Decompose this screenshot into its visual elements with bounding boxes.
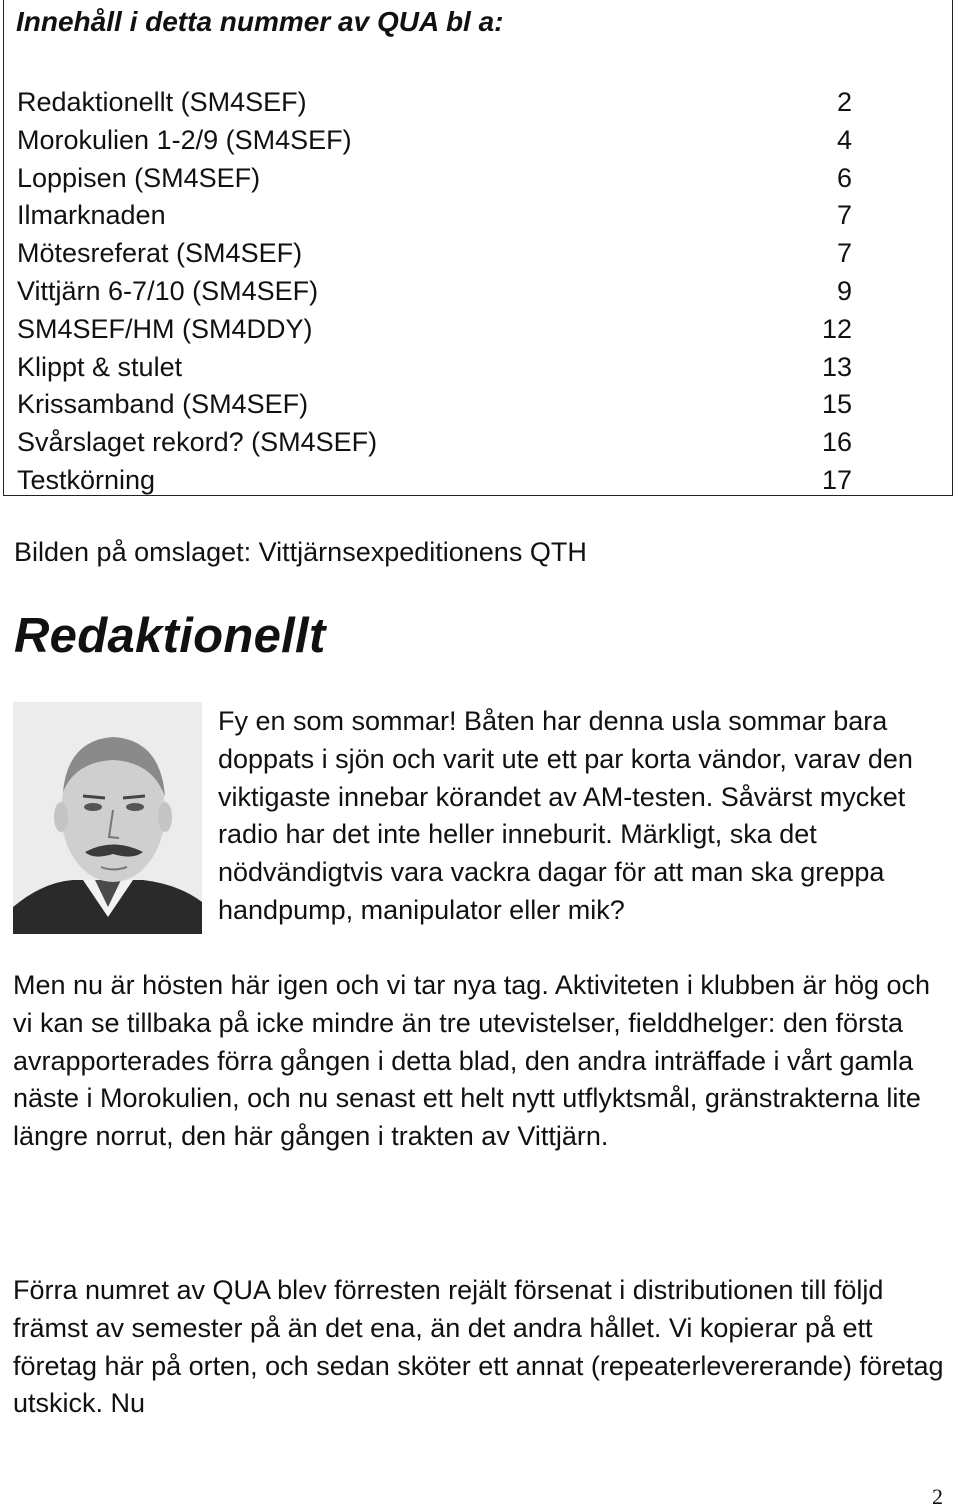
article-paragraph: Men nu är hösten här igen och vi tar nya tag. Aktiviteten i klubben är hög och vi kan se tillbaka på icke mindre än tre utevistelser, fielddhelger: den första avrapporterades förra gången i detta blad, den andra inträffade i vårt gamla näste i Morokulien, och nu senast ett helt nytt utflyktsmål, gränstrakterna lite längre norrut, den här gången i trakten av Vittjärn.: [13, 970, 931, 1152]
toc-title: Morokulien 1-2/9 (SM4SEF): [17, 124, 352, 155]
toc-title: Klippt & stulet: [17, 351, 183, 382]
editor-portrait: [13, 702, 202, 934]
toc-title: Krissamband (SM4SEF): [17, 389, 309, 420]
toc-row[interactable]: [17, 462, 852, 500]
toc-page: 13: [821, 351, 852, 382]
page-number: 2: [932, 1484, 943, 1509]
toc-row[interactable]: [17, 160, 852, 198]
toc-row[interactable]: [17, 273, 852, 311]
toc-title: Redaktionellt (SM4SEF): [17, 87, 307, 117]
toc-page: 15: [821, 389, 852, 420]
toc-title: Vittjärn 6-7/10 (SM4SEF): [17, 275, 319, 306]
toc-row[interactable]: [17, 122, 852, 160]
toc-title: Mötesreferat (SM4SEF): [17, 238, 303, 269]
toc-title: Testkörning: [17, 464, 156, 495]
toc-page: 17: [821, 464, 852, 495]
toc-title: Svårslaget rekord? (SM4SEF): [17, 427, 378, 458]
toc-page: 7: [836, 200, 852, 231]
toc-page: 6: [836, 162, 852, 193]
toc-page: 4: [836, 124, 852, 155]
article-paragraph: Fy en som sommar! Båten har denna usla sommar bara doppats i sjön och varit ute ett par korta vändor, varav den viktigaste innebar körandet av AM-testen. Såvärst mycket radio har det inte heller inneburit. Märkligt, ska det nödvändigtvis vara vackra dagar för att man ska greppa handpump, manipulator eller mik?: [218, 706, 913, 925]
article-paragraph: Förra numret av QUA blev förresten rejält försenat i distributionen till följd främst av semester på än det ena, än det andra hållet. Vi kopierar på ett företag här på orten, och sedan sköter ett annat (repeaterlevererande) företag utskick. Nu: [13, 1275, 944, 1419]
toc-title: Loppisen (SM4SEF): [17, 162, 261, 193]
toc-page: 12: [821, 313, 852, 344]
toc-row[interactable]: [17, 386, 852, 424]
toc-title: Ilmarknaden: [17, 200, 166, 231]
toc-row[interactable]: [17, 311, 852, 349]
toc-heading: Innehåll i detta nummer av QUA bl a:: [16, 6, 504, 37]
toc-page: 16: [821, 427, 852, 458]
toc-page: 7: [836, 238, 852, 269]
article-title: Redaktionellt: [14, 609, 326, 663]
toc-row[interactable]: [17, 349, 852, 387]
toc-page: 2: [836, 87, 852, 117]
toc-title: SM4SEF/HM (SM4DDY): [17, 313, 313, 344]
table-of-contents: [3, 0, 953, 496]
toc-row[interactable]: [17, 84, 852, 122]
toc-row[interactable]: [17, 197, 852, 235]
cover-caption: Bilden på omslaget: Vittjärnsexpeditionens QTH: [14, 537, 587, 567]
toc-list: [17, 84, 852, 500]
toc-row[interactable]: [17, 424, 852, 462]
toc-row[interactable]: [17, 235, 852, 273]
toc-page: 9: [836, 275, 852, 306]
